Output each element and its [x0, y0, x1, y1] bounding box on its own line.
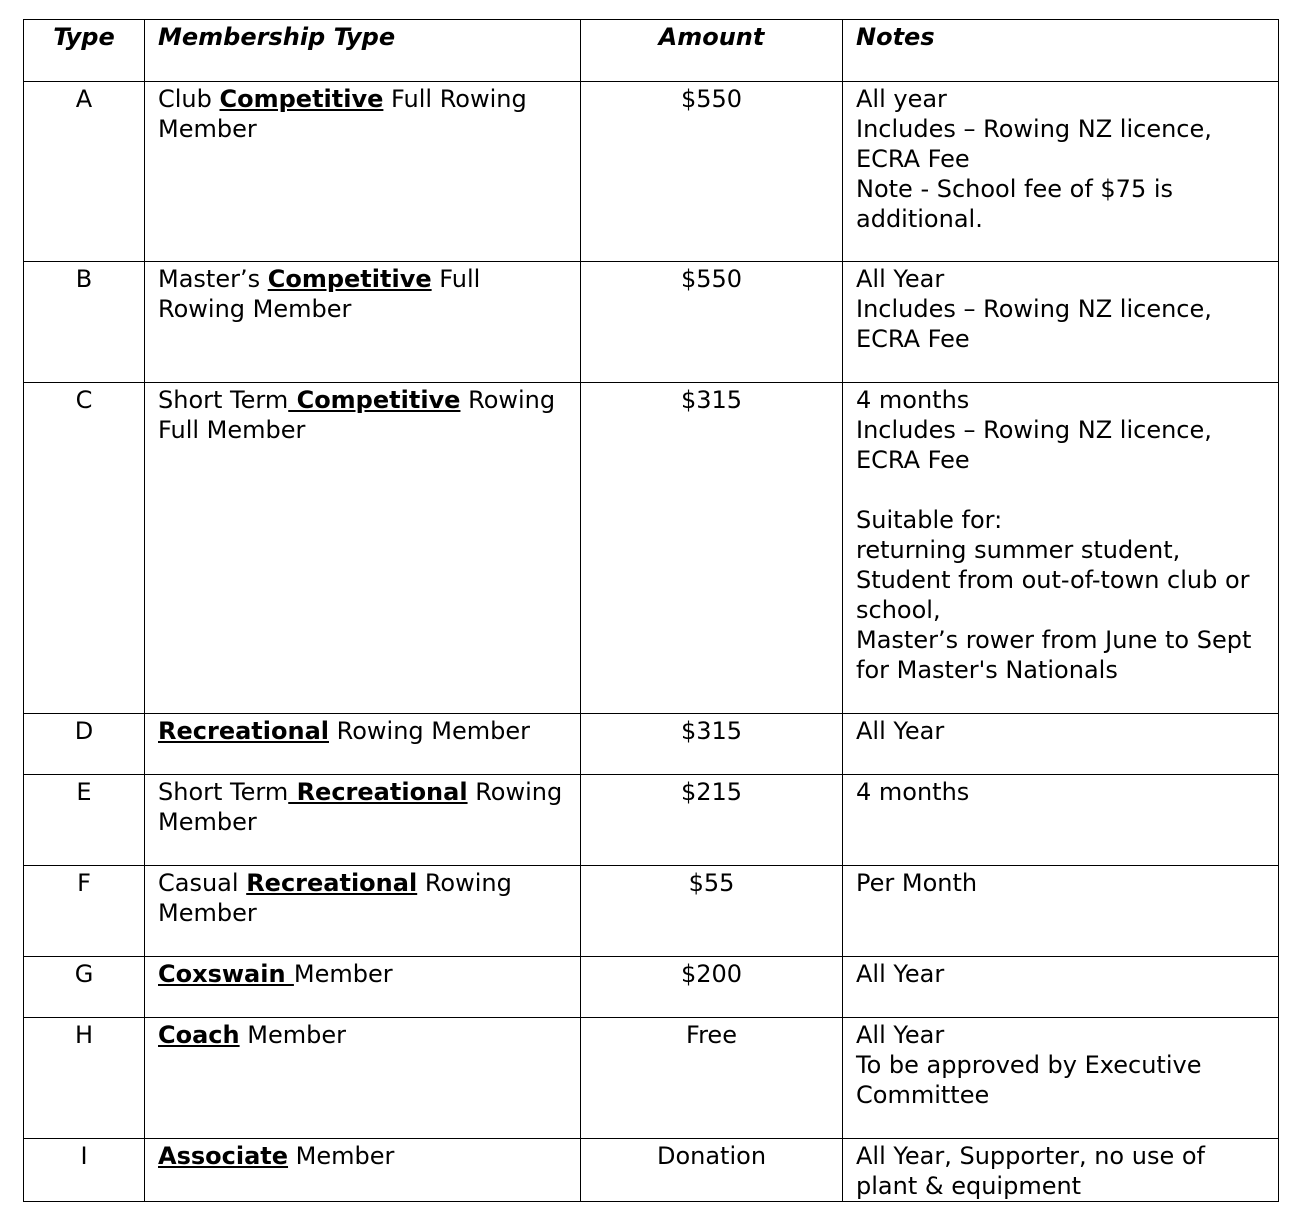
membership-keyword: Competitive [267, 265, 432, 293]
membership-post: Rowing Member [329, 717, 530, 745]
membership-post: Full Rowing Member [158, 265, 481, 323]
row-membership [145, 1139, 581, 1202]
header-type: Type [24, 20, 145, 82]
membership-post: Full Rowing Member [158, 85, 527, 143]
membership-keyword: Coxswain [158, 960, 294, 988]
membership-post: Member [293, 960, 393, 988]
membership-keyword: Competitive [288, 386, 461, 414]
membership-keyword: Associate [158, 1142, 289, 1170]
membership-pre: Short Term [158, 386, 289, 414]
row-type: G [24, 957, 145, 1018]
row-amount: Donation [581, 1139, 843, 1202]
note-line: All year [856, 85, 947, 113]
table-row [24, 866, 1279, 957]
note-line: To be approved by Executive Committee [856, 1051, 1202, 1109]
row-notes [843, 775, 1279, 866]
row-type: F [24, 866, 145, 957]
note-line: All Year, Supporter, no use of plant & equipment [856, 1142, 1205, 1200]
membership-post: Rowing Full Member [158, 386, 556, 444]
header-notes: Notes [843, 20, 1279, 82]
membership-pre: Casual [158, 869, 247, 897]
header-membership-type: Membership Type [145, 20, 581, 82]
note-line: Suitable for: [856, 506, 1003, 534]
table-row [24, 1139, 1279, 1202]
note-line: 4 months [856, 386, 970, 414]
row-membership [145, 383, 581, 714]
table-row [24, 262, 1279, 383]
note-line: returning summer student, [856, 536, 1181, 564]
table-row [24, 714, 1279, 775]
membership-pre: Master’s [158, 265, 268, 293]
note-line: Includes – Rowing NZ licence, ECRA Fee [856, 115, 1212, 173]
note-line: All Year [856, 1021, 945, 1049]
table-row [24, 957, 1279, 1018]
row-membership [145, 775, 581, 866]
row-notes [843, 714, 1279, 775]
row-notes [843, 866, 1279, 957]
note-line [856, 475, 1266, 505]
membership-pre: Short Term [158, 778, 289, 806]
row-membership [145, 714, 581, 775]
row-notes [843, 1018, 1279, 1139]
row-amount: $315 [581, 714, 843, 775]
row-amount: $550 [581, 262, 843, 383]
membership-post: Rowing Member [158, 778, 563, 836]
row-type: B [24, 262, 145, 383]
table-row [24, 383, 1279, 714]
row-notes [843, 383, 1279, 714]
note-line: All Year [856, 265, 945, 293]
header-row [24, 20, 1279, 82]
row-amount: $550 [581, 82, 843, 262]
note-line: Includes – Rowing NZ licence, ECRA Fee [856, 295, 1212, 353]
membership-keyword: Recreational [246, 869, 418, 897]
membership-post: Member [288, 1142, 395, 1170]
row-amount: $200 [581, 957, 843, 1018]
row-type: H [24, 1018, 145, 1139]
membership-pre: Club [158, 85, 220, 113]
row-membership [145, 1018, 581, 1139]
membership-keyword: Recreational [288, 778, 468, 806]
membership-post: Rowing Member [158, 869, 512, 927]
membership-post: Member [239, 1021, 346, 1049]
header-amount: Amount [581, 20, 843, 82]
row-notes [843, 262, 1279, 383]
row-type: D [24, 714, 145, 775]
note-line: All Year [856, 960, 945, 988]
table-row [24, 775, 1279, 866]
table-body [24, 82, 1279, 1202]
membership-keyword: Competitive [219, 85, 384, 113]
row-membership [145, 957, 581, 1018]
row-type: E [24, 775, 145, 866]
membership-keyword: Recreational [158, 717, 329, 745]
row-notes [843, 1139, 1279, 1202]
row-type: I [24, 1139, 145, 1202]
row-amount: $215 [581, 775, 843, 866]
row-type: C [24, 383, 145, 714]
membership-table [23, 19, 1279, 1202]
row-notes [843, 957, 1279, 1018]
note-line: 4 months [856, 778, 970, 806]
row-amount: $315 [581, 383, 843, 714]
note-line: Master’s rower from June to Sept for Master's Nationals [856, 626, 1252, 684]
membership-keyword: Coach [158, 1021, 240, 1049]
note-line: Student from out-of-town club or school, [856, 566, 1250, 624]
row-membership [145, 866, 581, 957]
row-notes [843, 82, 1279, 262]
row-amount: $55 [581, 866, 843, 957]
note-line: Note - School fee of $75 is additional. [856, 175, 1174, 233]
table-row [24, 82, 1279, 262]
table-row [24, 1018, 1279, 1139]
row-amount: Free [581, 1018, 843, 1139]
note-line: Per Month [856, 869, 978, 897]
note-line: All Year [856, 717, 945, 745]
note-line: Includes – Rowing NZ licence, ECRA Fee [856, 416, 1212, 474]
row-type: A [24, 82, 145, 262]
row-membership [145, 262, 581, 383]
row-membership [145, 82, 581, 262]
